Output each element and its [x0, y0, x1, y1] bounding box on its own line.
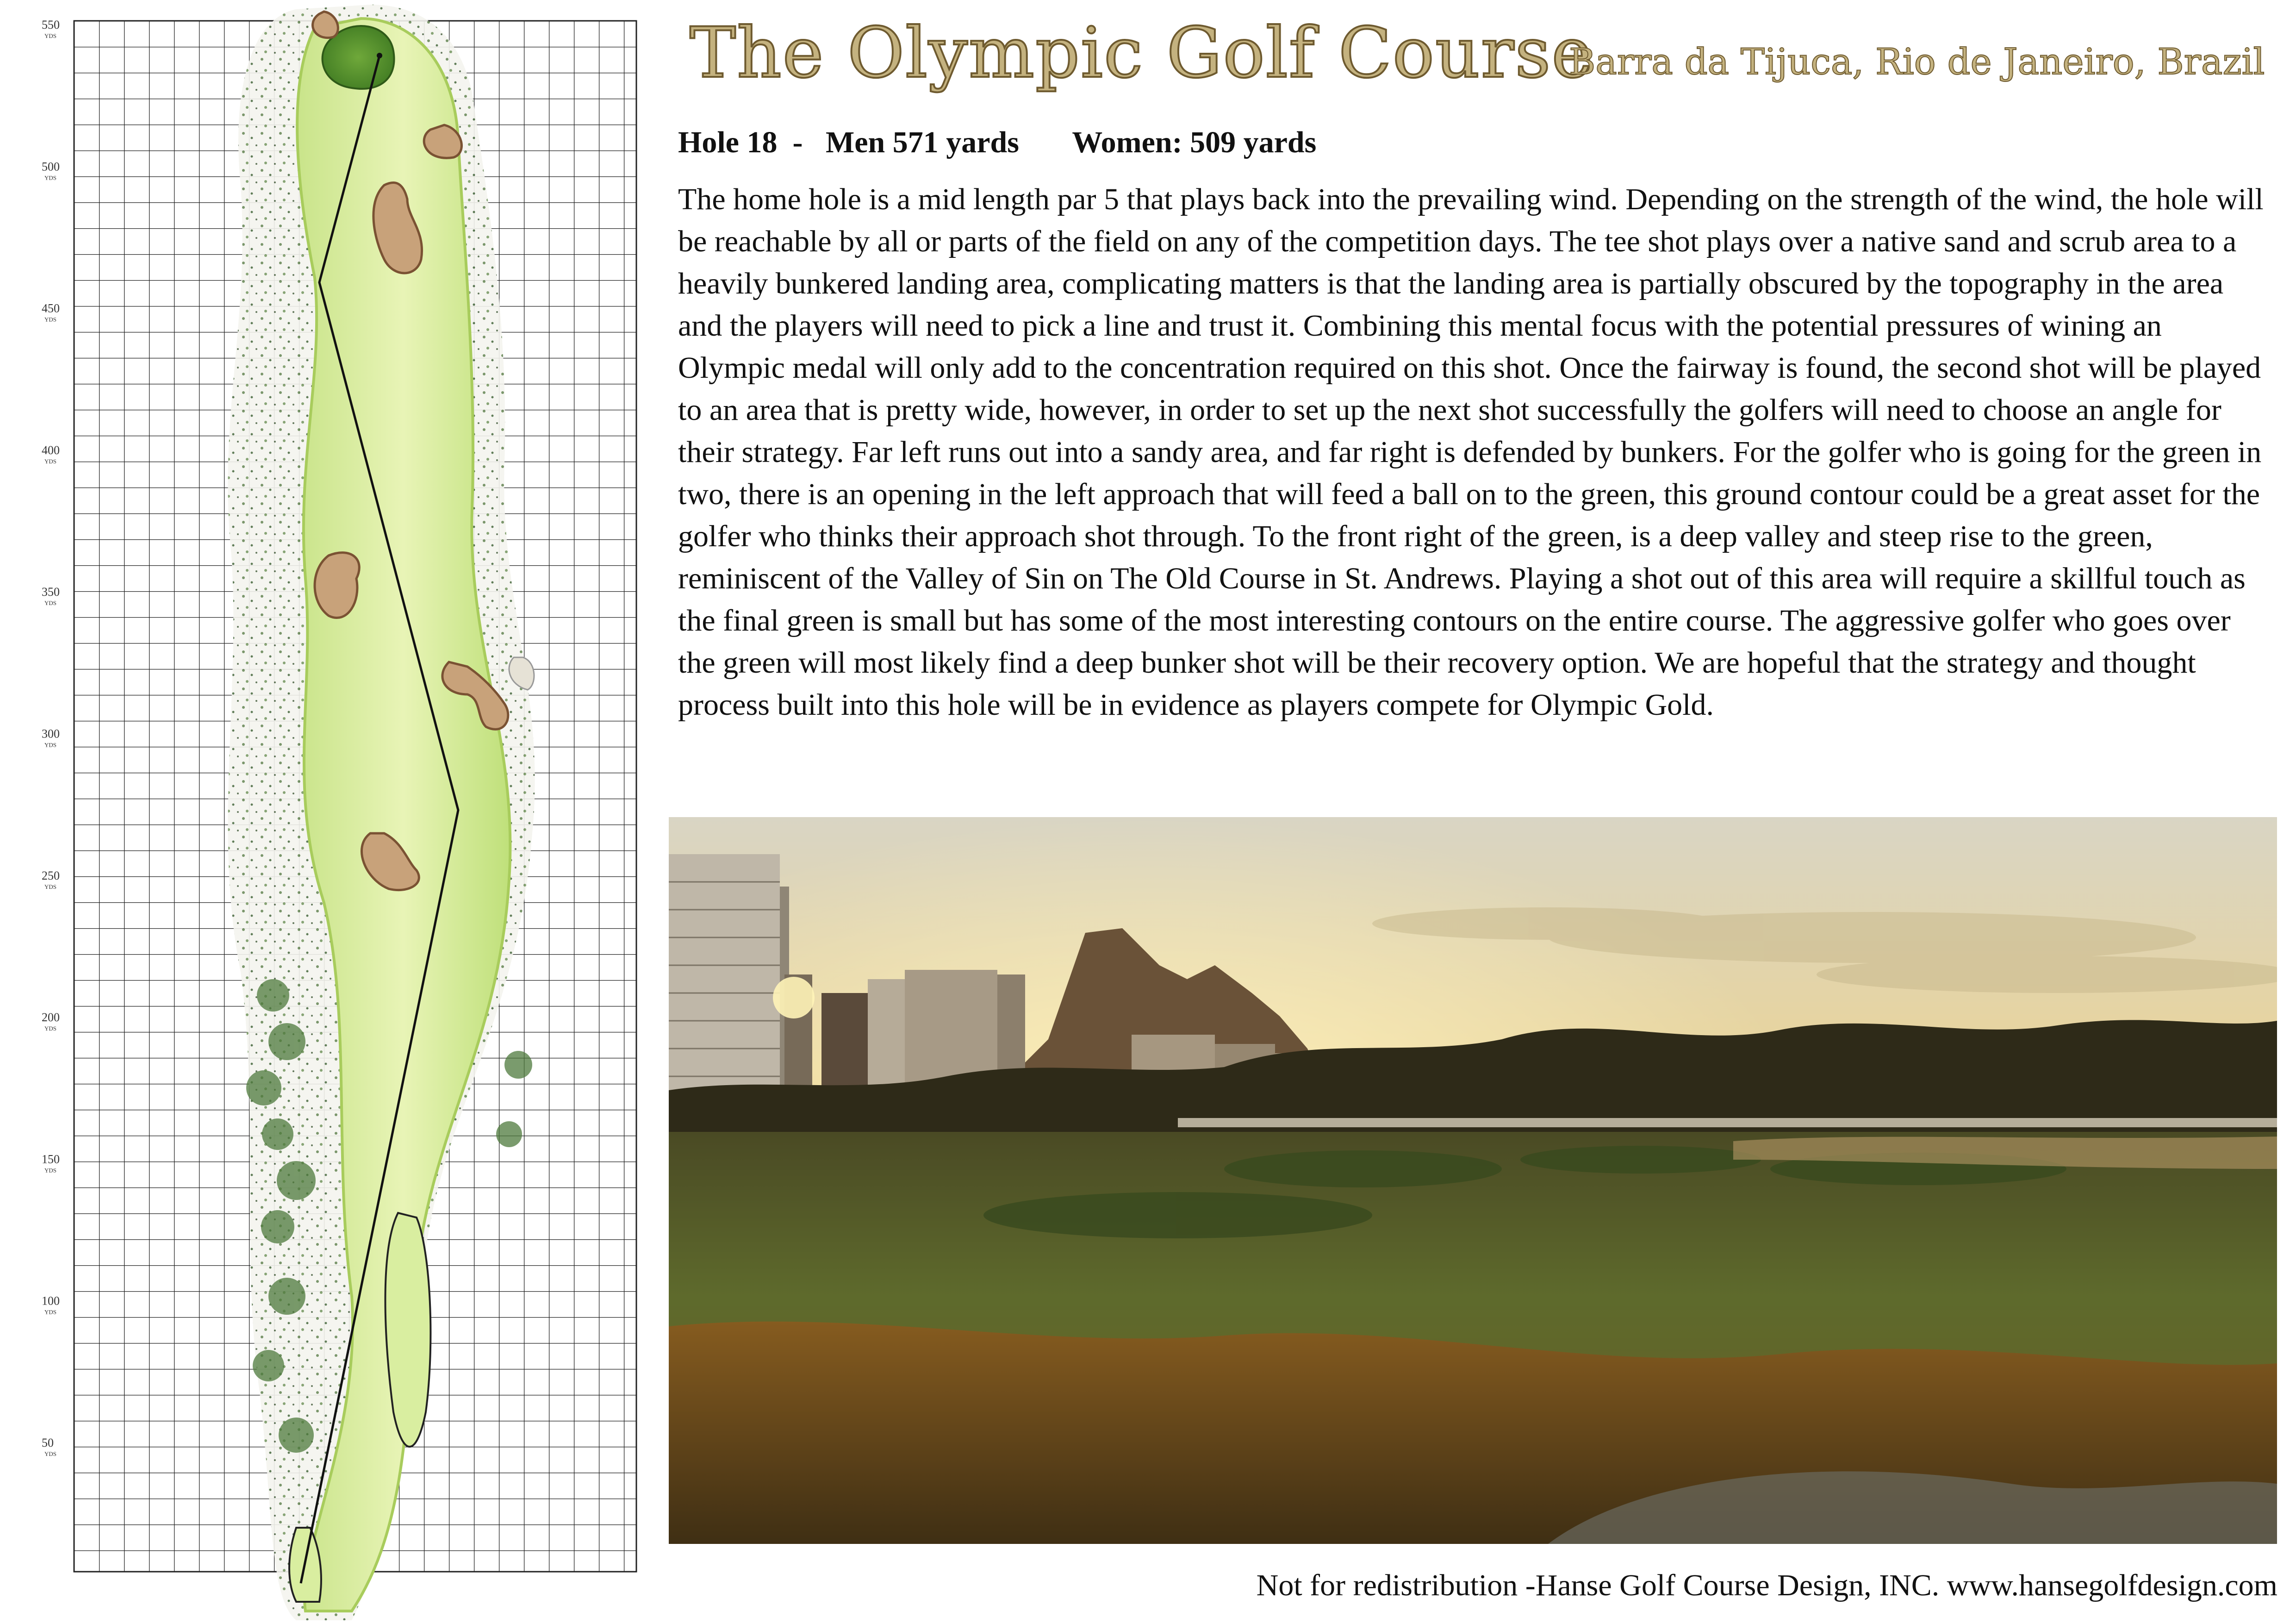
hole-number: Hole 18: [678, 125, 778, 159]
course-location: Barra da Tijuca, Rio de Janeiro, Brazil: [1569, 41, 2265, 83]
women-yardage: Women: 509 yards: [1072, 125, 1317, 159]
hole-plan: [0, 0, 643, 1624]
yardage-unit-400: YDS: [44, 457, 57, 465]
yardage-label-200: 200: [42, 1011, 60, 1024]
yardage-label-500: 500: [42, 160, 60, 174]
yardage-label-250: 250: [42, 868, 60, 882]
yardage-unit-500: YDS: [44, 174, 57, 181]
yardage-unit-350: YDS: [44, 600, 57, 607]
yardage-label-50: 50: [42, 1436, 54, 1449]
yardage-label-400: 400: [42, 443, 60, 457]
yardage-unit-100: YDS: [44, 1308, 57, 1316]
yardage-label-350: 350: [42, 585, 60, 599]
yardage-unit-250: YDS: [44, 883, 57, 890]
yardage-unit-450: YDS: [44, 316, 57, 323]
yardage-unit-150: YDS: [44, 1167, 57, 1174]
yardage-labels: [42, 18, 60, 1457]
sun-flare: [773, 977, 815, 1018]
yardage-unit-200: YDS: [44, 1025, 57, 1032]
yardage-label-550: 550: [42, 18, 60, 31]
hole-plan-drawing: [0, 0, 643, 1624]
yardage-unit-300: YDS: [44, 741, 57, 749]
yardage-unit-550: YDS: [44, 32, 57, 39]
yardage-label-100: 100: [42, 1294, 60, 1308]
course-photo: [669, 817, 2277, 1544]
sunset-course-photo: [669, 817, 2277, 1544]
hole-description: The home hole is a mid length par 5 that plays back into the prevailing wind. Depending on the strength of the wind, the hole will be reachable by all or parts of the field on any of the competition days. The tee shot plays over a native sand and scrub area to a heavily bunkered landing area, complicating matters is that the landing area is partially obscured by the topography in the area and the players will need to pick a line and trust it. Combining this mental focus with the potential pressures of wining an Olympic medal will only add to the concentration required on this shot. Once the fairway is found, the second shot will be played to an area that is pretty wide, however, in order to set up the next shot successfully the golfers will need to choose an angle for their strategy. Far left runs out into a sandy area, and far right is defended by bunkers. For the golfer who is going for the green in two, there is an opening in the left approach that will feed a ball on to the green, this ground contour could be a great asset for the golfer who thinks their approach shot through. To the front right of the green, is a deep valley and steep rise to the green, reminiscent of the Valley of Sin on The Old Course in St. Andrews. Playing a shot out of this area will require a skillful touch as the final green is small but has some of the most interesting contours on the entire course. The aggressive golfer who goes over the green will most likely find a deep bunker shot will be their recovery option. We are hopeful that the strategy and thought process built into this hole will be in evidence as players compete for Olympic Gold.: [678, 182, 2264, 722]
page-title: The Olympic Golf Course: [690, 13, 1594, 94]
men-yardage: Men 571 yards: [825, 125, 1019, 159]
hole-separator: -: [792, 125, 803, 159]
yardage-label-150: 150: [42, 1152, 60, 1166]
fence: [1178, 1118, 2277, 1127]
yardage-label-300: 300: [42, 727, 60, 741]
yardage-label-450: 450: [42, 301, 60, 315]
copyright-footer: Not for redistribution -Hanse Golf Course Design, INC. www.hansegolfdesign.com: [1256, 1568, 2277, 1602]
hole-info: [678, 127, 1316, 158]
yardage-unit-50: YDS: [44, 1450, 57, 1457]
